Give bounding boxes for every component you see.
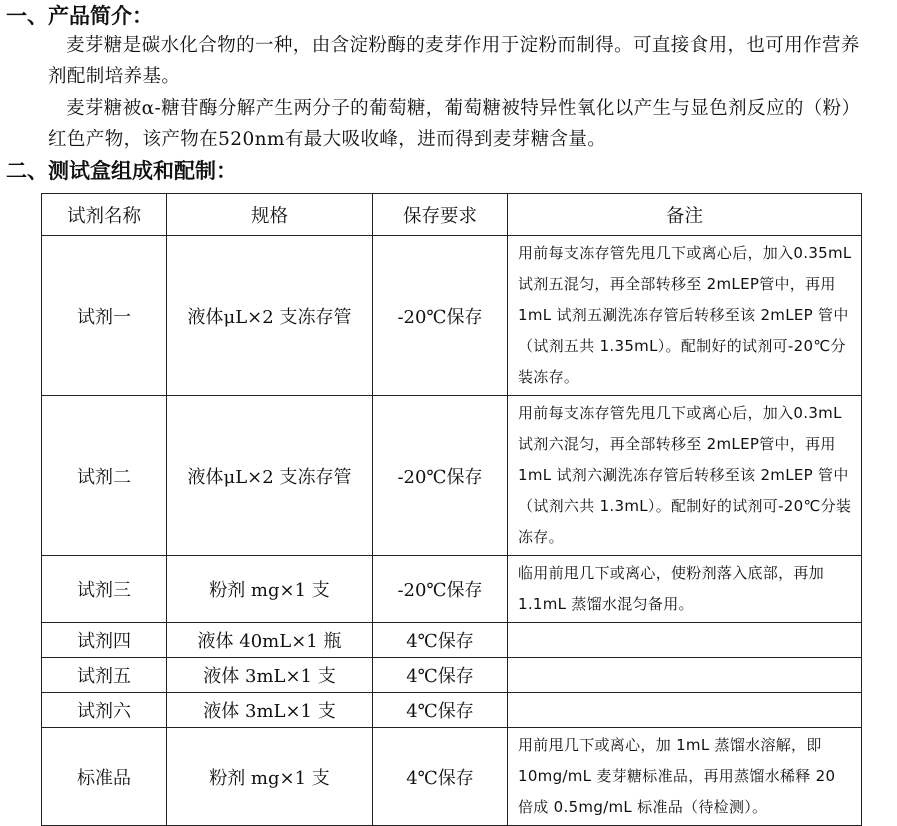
header-storage: 保存要求 [373,194,508,236]
header-reagent-name: 试剂名称 [42,194,167,236]
reagent-storage: 4℃保存 [373,658,508,693]
reagent-storage: -20℃保存 [373,556,508,623]
header-specification: 规格 [167,194,373,236]
table-row [42,623,862,658]
table-row [42,728,862,826]
reagent-storage: 4℃保存 [373,623,508,658]
reagent-note [508,623,862,658]
reagent-note [508,693,862,728]
reagent-note [508,658,862,693]
table-row [42,658,862,693]
intro-paragraph-1: 麦芽糖是碳水化合物的一种，由含淀粉酶的麦芽作用于淀粉而制得。可直接食用，也可用作营养剂配制培养基。 [48,35,860,87]
reagent-spec: 液体μL×2 支冻存管 [167,236,373,396]
table-header-row [42,194,862,236]
reagent-storage: -20℃保存 [373,236,508,396]
reagent-note: 用前每支冻存管先甩几下或离心后，加入0.3mL 试剂六混匀，再全部转移至 2mLEP管中，再用 1mL 试剂六涮洗冻存管后转移至该 2mLEP 管中（试剂六共 1.3mL）。配制好的试剂可-20℃分装冻存。 [508,396,862,556]
section-heading-kit: 二、测试盒组成和配制： [6,159,237,183]
table-row [42,396,862,556]
header-notes: 备注 [508,194,862,236]
reagent-spec: 粉剂 mg×1 支 [167,728,373,826]
table-row [42,236,862,396]
reagent-name: 试剂四 [42,623,167,658]
reagent-name: 试剂一 [42,236,167,396]
reagent-spec: 液体 3mL×1 支 [167,693,373,728]
reagent-name: 试剂五 [42,658,167,693]
reagent-spec: 液体 3mL×1 支 [167,658,373,693]
reagent-storage: 4℃保存 [373,693,508,728]
reagent-name: 试剂二 [42,396,167,556]
table-row [42,556,862,623]
table-row [42,693,862,728]
reagent-name: 试剂三 [42,556,167,623]
reagent-storage: -20℃保存 [373,396,508,556]
reagent-note: 临用前甩几下或离心，使粉剂落入底部，再加 1.1mL 蒸馏水混匀备用。 [508,556,862,623]
reagent-name: 试剂六 [42,693,167,728]
reagent-spec: 液体μL×2 支冻存管 [167,396,373,556]
reagent-note: 用前每支冻存管先甩几下或离心后，加入0.35mL 试剂五混匀，再全部转移至 2mLEP管中，再用 1mL 试剂五涮洗冻存管后转移至该 2mLEP 管中（试剂五共 1.35mL）。配制好的试剂可-20℃分装冻存。 [508,236,862,396]
reagent-name: 标准品 [42,728,167,826]
reagent-note: 用前甩几下或离心，加 1mL 蒸馏水溶解，即 10mg/mL 麦芽糖标准品，再用蒸馏水稀释 20 倍成 0.5mg/mL 标准品（待检测）。 [508,728,862,826]
intro-paragraph-2: 麦芽糖被α-糖苷酶分解产生两分子的葡萄糖，葡萄糖被特异性氧化以产生与显色剂反应的（粉）红色产物，该产物在520nm有最大吸收峰，进而得到麦芽糖含量。 [48,98,861,150]
reagent-spec: 粉剂 mg×1 支 [167,556,373,623]
reagent-storage: 4℃保存 [373,728,508,826]
reagent-spec: 液体 40mL×1 瓶 [167,623,373,658]
kit-components-table [41,193,862,826]
section-heading-intro: 一、产品简介： [6,4,153,28]
